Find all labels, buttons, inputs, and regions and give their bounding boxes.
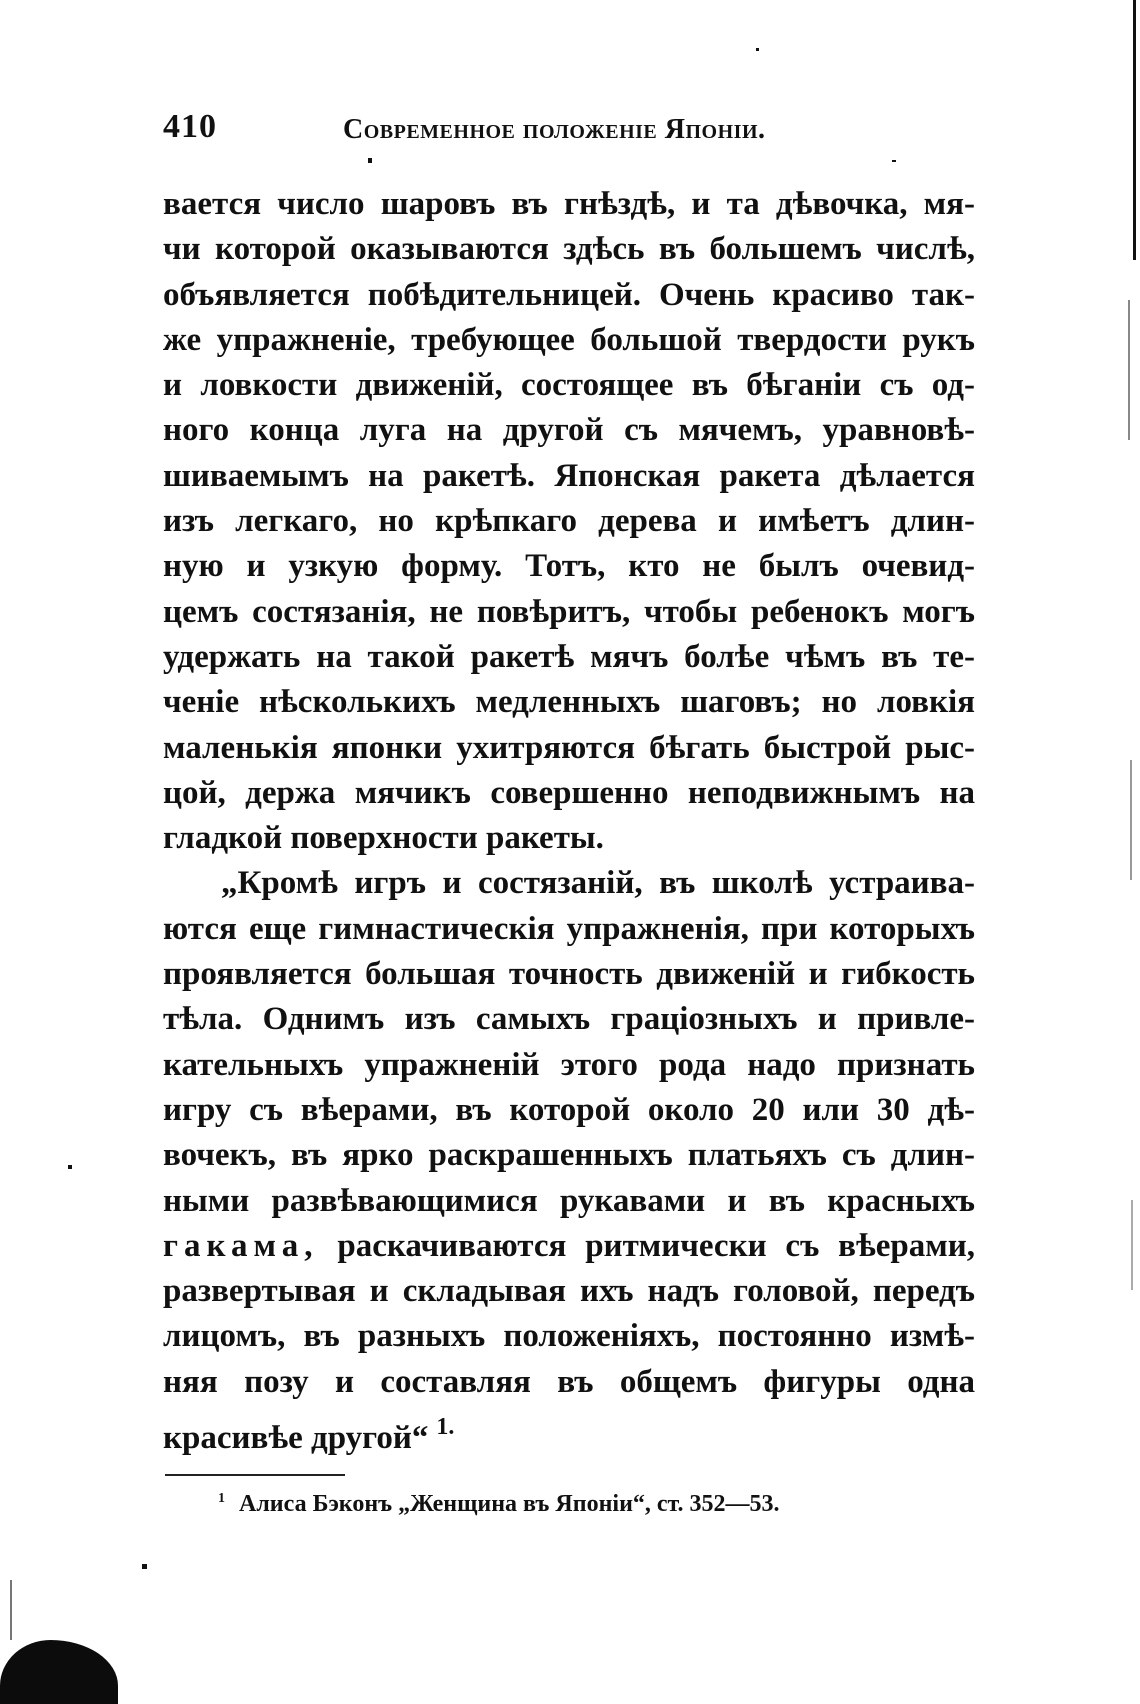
text-line: ными развѣвающимися рукавами и въ красныхъ — [163, 1182, 975, 1219]
text-line: и ловкости движеній, состоящее въ бѣганіи съ од- — [163, 367, 975, 404]
scan-speck — [68, 1165, 72, 1169]
text-fragment: раскачиваются ритмически съ вѣерами, — [337, 1227, 975, 1264]
scan-speck — [892, 160, 896, 162]
scan-edge-mark — [10, 1580, 12, 1640]
footnote-text: Алиса Бэконъ „Женщина въ Японіи“, ст. 352—53. — [239, 1491, 780, 1517]
text-line: цой, держа мячикъ совершенно неподвижнымъ на — [163, 774, 975, 811]
text-line: гладкой поверхности ракеты. — [163, 820, 604, 857]
text-line: объявляется побѣдительницей. Очень красиво так- — [163, 276, 975, 313]
text-line: „Кромѣ игръ и состязаній, въ школѣ устраива- — [221, 865, 975, 902]
text-line: вочекъ, въ ярко раскрашенныхъ платьяхъ съ длин- — [163, 1137, 975, 1174]
text-line: чи которой оказываются здѣсь въ большемъ числѣ, — [163, 231, 975, 268]
text-line: проявляется большая точность движеній и гибкость — [163, 956, 975, 993]
text-line: тѣла. Однимъ изъ самыхъ граціозныхъ и привле- — [163, 1001, 975, 1038]
text-line-last — [163, 1405, 975, 1461]
footnote-reference: 1. — [436, 1414, 455, 1441]
scan-speck — [756, 48, 759, 51]
page-header — [163, 108, 793, 158]
text-line: ются еще гимнастическія упражненія, при которыхъ — [163, 910, 975, 947]
running-head: Современное положеніе Японіи. — [343, 114, 766, 145]
scan-edge-mark — [1133, 0, 1136, 260]
body-text — [163, 182, 975, 1461]
footnote-separator — [165, 1474, 345, 1476]
scan-ink-blob — [0, 1640, 118, 1704]
scan-speck — [142, 1564, 147, 1569]
footnote-marker: 1 — [218, 1491, 225, 1506]
text-line: игру съ вѣерами, въ которой около 20 или 30 дѣ- — [163, 1091, 975, 1128]
text-line: лицомъ, въ разныхъ положеніяхъ, постоянно измѣ- — [163, 1318, 975, 1355]
text-line: развертывая и складывая ихъ надъ головой, передъ — [163, 1273, 975, 1310]
text-line: изъ легкаго, но крѣпкаго дерева и имѣетъ длин- — [163, 503, 975, 540]
spaced-word: гакама, — [163, 1227, 319, 1264]
scan-edge-mark — [1131, 1200, 1133, 1290]
text-line: удержать на такой ракетѣ мячъ болѣе чѣмъ въ те- — [163, 638, 975, 675]
scan-speck — [368, 158, 372, 163]
text-line: ную и узкую форму. Тотъ, кто не былъ очевид- — [163, 548, 975, 585]
text-line: шиваемымъ на ракетѣ. Японская ракета дѣлается — [163, 457, 975, 494]
text-line: ченіе нѣсколькихъ медленныхъ шаговъ; но ловкія — [163, 684, 975, 721]
text-fragment: красивѣе другой“ — [163, 1420, 429, 1457]
text-line: вается число шаровъ въ гнѣздѣ, и та дѣвочка, мя- — [163, 186, 975, 222]
text-line: кательныхъ упражненій этого рода надо признать — [163, 1046, 975, 1083]
text-line: же упражненіе, требующее большой твердости рукъ — [163, 321, 975, 358]
text-line-gakama — [163, 1224, 975, 1269]
scan-edge-mark — [1130, 760, 1132, 880]
scan-edge-mark — [1128, 300, 1130, 440]
text-line: няя позу и составляя въ общемъ фигуры одна — [163, 1363, 975, 1400]
footnote — [218, 1491, 780, 1518]
text-line: цемъ состязанія, не повѣритъ, чтобы ребенокъ могъ — [163, 593, 975, 630]
page-number: 410 — [163, 108, 217, 145]
text-line: маленькія японки ухитряются бѣгать быстрой рыс- — [163, 729, 975, 766]
text-line: ного конца луга на другой съ мячемъ, уравновѣ- — [163, 412, 975, 449]
